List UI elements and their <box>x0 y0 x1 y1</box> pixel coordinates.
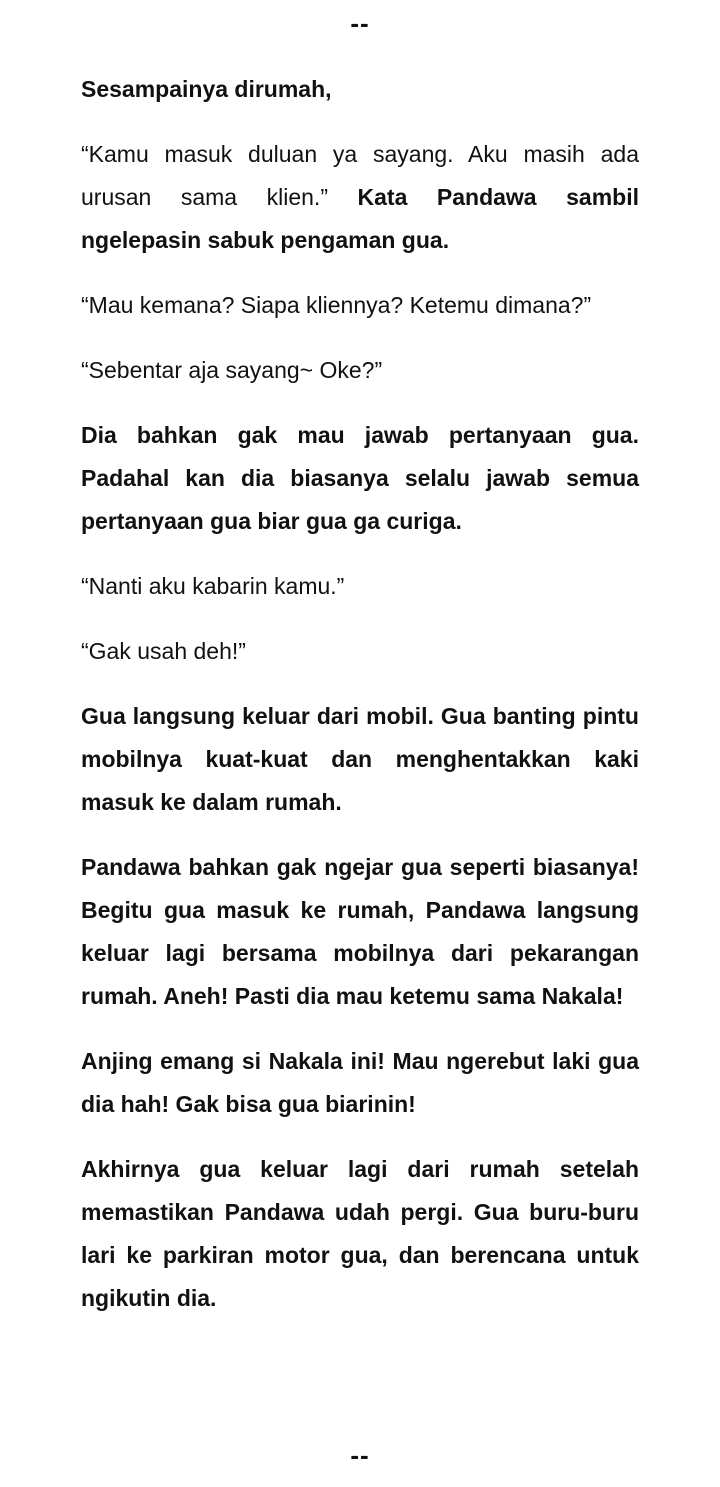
top-scene-divider: -- <box>350 8 370 38</box>
pandawa-quote: “Kamu masuk duluan ya sayang. Aku masih ada urusan sama klien.” <box>81 141 639 210</box>
paragraph-arrival: Sesampainya dirumah, <box>81 76 332 102</box>
paragraph-promise: “Nanti aku kabarin kamu.” <box>81 573 345 599</box>
bottom-scene-divider: -- <box>350 1440 370 1470</box>
paragraph-question: “Mau kemana? Siapa kliennya? Ketemu dimana?” <box>81 292 592 318</box>
paragraph-anger: Anjing emang si Nakala ini! Mau ngerebut laki gua dia hah! Gak bisa gua biarinin! <box>81 1048 639 1117</box>
paragraph-leaving-car: Gua langsung keluar dari mobil. Gua banting pintu mobilnya kuat-kuat dan menghentakkan kaki masuk ke dalam rumah. <box>81 703 639 815</box>
pandawa-narration: Kata Pandawa sambil ngelepasin sabuk pengaman gua. <box>81 184 639 253</box>
story-text <box>81 68 639 1320</box>
paragraph-suspicion: Dia bahkan gak mau jawab pertanyaan gua. Padahal kan dia biasanya selalu jawab semua pertanyaan gua biar gua ga curiga. <box>81 422 639 534</box>
paragraph-pandawa-leaves: Pandawa bahkan gak ngejar gua seperti biasanya! Begitu gua masuk ke rumah, Pandawa langsung keluar lagi bersama mobilnya dari pekarangan rumah. Aneh! Pasti dia mau ketemu sama Nakala! <box>81 854 639 1009</box>
paragraph-reply: “Sebentar aja sayang~ Oke?” <box>81 357 383 383</box>
paragraph-follow: Akhirnya gua keluar lagi dari rumah setelah memastikan Pandawa udah pergi. Gua buru-buru lari ke parkiran motor gua, dan berencana untuk ngikutin dia. <box>81 1156 639 1311</box>
paragraph-refusal: “Gak usah deh!” <box>81 638 246 664</box>
paragraph-pandawa-dialogue <box>81 133 639 262</box>
